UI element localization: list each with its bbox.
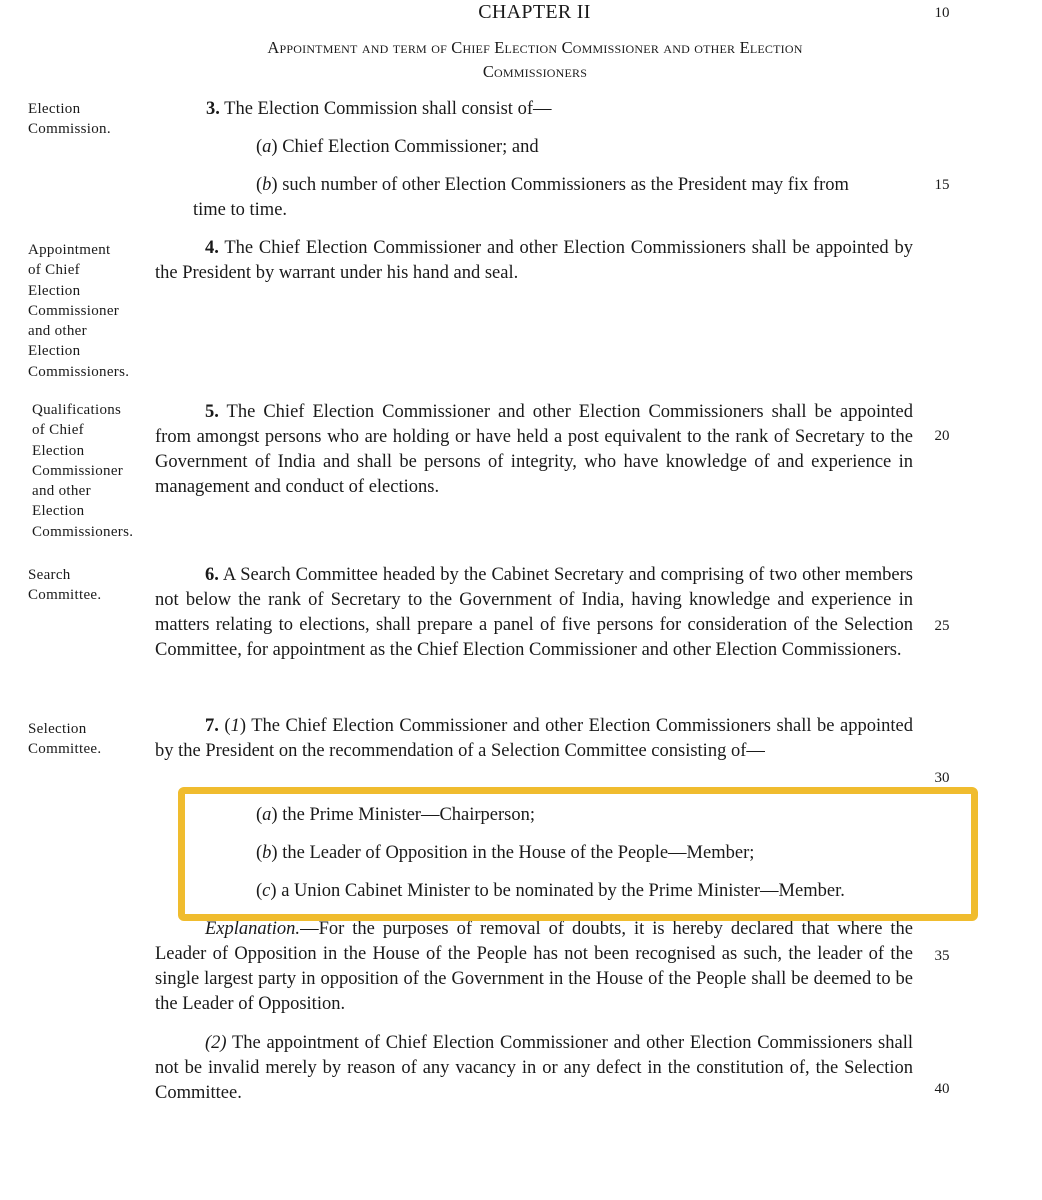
subsection-number: 1 — [230, 716, 240, 736]
line-number: 35 — [934, 948, 950, 964]
clause-label: b — [262, 843, 272, 863]
section-3-clause-a: (a) Chief Election Commissioner; and — [256, 137, 539, 157]
subsection-number: (2) — [205, 1033, 227, 1053]
section-6 — [155, 563, 913, 663]
line-number: 15 — [934, 177, 950, 193]
chapter-heading — [185, 36, 885, 84]
chapter-heading-line2: Commissioners — [482, 62, 588, 81]
section-7-explanation — [155, 917, 913, 1017]
clause-text: such number of other Election Commissioners as the President may fix from — [277, 175, 849, 195]
section-text: The Chief Election Commissioner and other Election Commissioners shall be appointed by the President on the recommendation of a Selection Committee consisting of— — [155, 716, 913, 761]
clause-label: b — [262, 175, 272, 195]
section-number: 4. — [205, 238, 219, 258]
line-number: 30 — [934, 770, 950, 786]
section-number: 7. — [205, 716, 219, 736]
section-text: The appointment of Chief Election Commissioner and other Election Commissioners shall not be invalid merely by reason of any vacancy in or any defect in the constitution of, the Selection Committee. — [155, 1033, 913, 1103]
section-3-clause-b: (b) such number of other Election Commissioners as the President may fix from — [256, 175, 849, 195]
section-number: 3. — [206, 99, 220, 119]
line-number: 40 — [934, 1081, 950, 1097]
section-3-clause-b-continued: time to time. — [193, 200, 288, 220]
margin-note-search-committee: Search Committee. — [28, 567, 102, 604]
margin-note-qualifications: Qualifications of Chief Election Commissioner and other Election Commissioners. — [32, 402, 134, 540]
section-7-subsection-2 — [155, 1031, 913, 1106]
line-number: 10 — [934, 5, 950, 21]
highlight-box — [178, 787, 978, 921]
clause-text: Chief Election Commissioner; and — [277, 137, 539, 157]
clause-label: a — [262, 137, 272, 157]
clause-text: a Union Cabinet Minister to be nominated by the Prime Minister—Member. — [276, 881, 845, 901]
clause-text: the Prime Minister—Chairperson; — [277, 805, 536, 825]
section-7-subsection-1: 7. (1) The Chief Election Commissioner and other Election Commissioners shall be appointed by the President on the recommendation of a Selection Committee consisting of— — [155, 716, 913, 761]
section-7-clause-c: (c) a Union Cabinet Minister to be nominated by the Prime Minister—Member. — [256, 881, 845, 901]
section-3 — [206, 97, 916, 122]
section-text: The Chief Election Commissioner and other Election Commissioners shall be appointed from amongst persons who are holding or have held a post equivalent to the rank of Secretary to the Government of India and shall be persons of integrity, who have knowledge of and experience in management and conduct of elections. — [155, 402, 913, 497]
margin-note-election-commission: Election Commission. — [28, 101, 111, 138]
section-text: The Chief Election Commissioner and other Election Commissioners shall be appointed by the President by warrant under his hand and seal. — [155, 238, 913, 283]
clause-label: a — [262, 805, 272, 825]
section-text: A Search Committee headed by the Cabinet Secretary and comprising of two other members not below the rank of Secretary to the Government of India, having knowledge and experience in matters relating to elections, shall prepare a panel of five persons for consideration of the Selection Committee, for appointment as the Chief Election Commissioner and other Election Commissioners. — [155, 565, 913, 660]
margin-note-appointment: Appointment of Chief Election Commissioner and other Election Commissioners. — [28, 242, 130, 380]
explanation-label: Explanation. — [205, 919, 301, 939]
section-number: 5. — [205, 402, 219, 422]
clause-text: the Leader of Opposition in the House of the People—Member; — [277, 843, 755, 863]
section-4 — [155, 236, 913, 286]
chapter-title: CHAPTER II — [478, 1, 591, 23]
section-7-clause-a: (a) the Prime Minister—Chairperson; — [256, 805, 536, 825]
clause-label: c — [262, 881, 271, 901]
line-number: 20 — [934, 428, 950, 444]
chapter-heading-line1: Appointment and term of Chief Election Commissioner and other Election — [267, 38, 803, 57]
line-number: 25 — [934, 618, 950, 634]
section-number: 6. — [205, 565, 219, 585]
margin-note-selection-committee: Selection Committee. — [28, 721, 102, 758]
section-5 — [155, 400, 913, 500]
section-text: The Election Commission shall consist of— — [219, 99, 552, 119]
section-7-clause-b: (b) the Leader of Opposition in the House of the People—Member; — [256, 843, 755, 863]
explanation-text: —For the purposes of removal of doubts, it is hereby declared that where the Leader of Opposition in the House of the People has not been recognised as such, the leader of the single largest party in opposition of the Government in the House of the People shall be deemed to be the Leader of Opposition. — [155, 919, 913, 1014]
